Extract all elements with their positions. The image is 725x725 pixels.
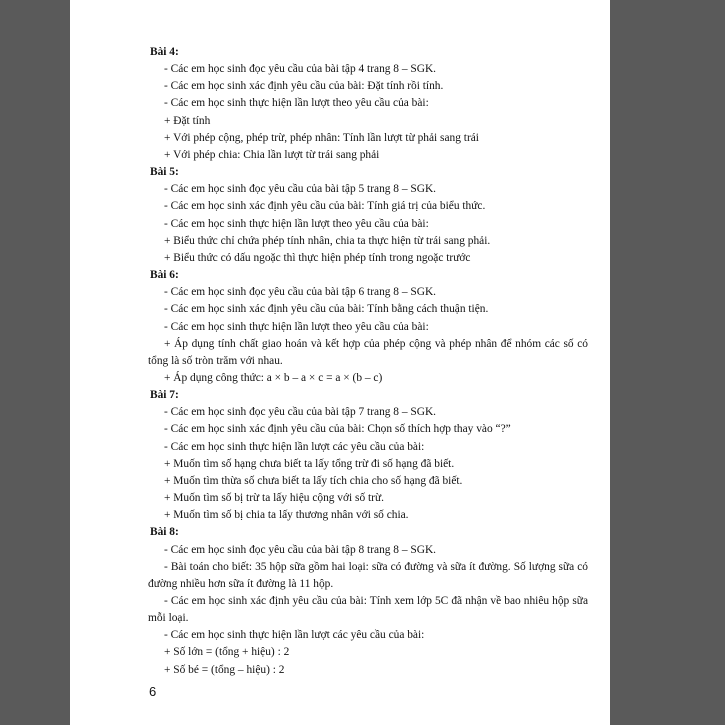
text-paragraph: - Bài toán cho biết: 35 hộp sữa gồm hai loại: sữa có đường và sữa ít đường. Số lượng sữa có đường nhiều hơn sữa ít đường là 11 hộp. <box>148 560 588 590</box>
page-content <box>148 44 588 679</box>
text-line: + Với phép cộng, phép trừ, phép nhân: Tính lần lượt từ phải sang trái <box>164 131 479 144</box>
document-page <box>118 0 605 725</box>
text-line: - Các em học sinh thực hiện lần lượt các yêu cầu của bài: <box>164 440 425 453</box>
text-line: - Các em học sinh đọc yêu cầu của bài tập 4 trang 8 – SGK. <box>164 63 437 76</box>
text-line: - Các em học sinh xác định yêu cầu của bài: Đặt tính rồi tính. <box>164 80 444 93</box>
text-line: - Các em học sinh xác định yêu cầu của bài: Chọn số thích hợp thay vào “?” <box>164 423 511 436</box>
section-heading-bai-8: Bài 8: <box>150 526 179 539</box>
text-line: + Muốn tìm số bị chia ta lấy thương nhân với số chia. <box>164 509 409 522</box>
text-line: + Với phép chia: Chia lần lượt từ trái sang phải <box>164 148 380 161</box>
page-number: 6 <box>149 684 157 699</box>
section-heading-bai-6: Bài 6: <box>150 269 179 282</box>
formula-line: + Số bé = (tổng – hiệu) : 2 <box>164 663 285 676</box>
text-line: + Muốn tìm thừa số chưa biết ta lấy tích chia cho số hạng đã biết. <box>164 474 463 487</box>
section-heading-bai-7: Bài 7: <box>150 389 179 402</box>
right-background-band <box>610 0 725 725</box>
text-line: - Các em học sinh đọc yêu cầu của bài tập 5 trang 8 – SGK. <box>164 183 437 196</box>
text-line: - Các em học sinh đọc yêu cầu của bài tập 8 trang 8 – SGK. <box>164 543 437 556</box>
text-line: - Các em học sinh xác định yêu cầu của bài: Tính giá trị của biểu thức. <box>164 200 486 213</box>
text-line: + Biểu thức chỉ chứa phép tính nhân, chia ta thực hiện từ trái sang phải. <box>164 234 491 247</box>
text-line: + Đặt tính <box>164 114 211 127</box>
text-line: - Các em học sinh xác định yêu cầu của bài: Tính bằng cách thuận tiện. <box>164 303 489 316</box>
section-heading-bai-5: Bài 5: <box>150 166 179 179</box>
section-heading-bai-4: Bài 4: <box>150 46 179 58</box>
text-line: - Các em học sinh đọc yêu cầu của bài tập 6 trang 8 – SGK. <box>164 286 437 299</box>
formula-line: + Số lớn = (tổng + hiệu) : 2 <box>164 646 290 659</box>
left-background-band <box>0 0 70 725</box>
text-line: - Các em học sinh thực hiện lần lượt theo yêu cầu của bài: <box>164 320 429 333</box>
text-line: + Muốn tìm số bị trừ ta lấy hiệu cộng với số trừ. <box>164 492 384 505</box>
formula-line: + Áp dụng công thức: a × b – a × c = a × (b – c) <box>164 371 383 384</box>
text-paragraph: + Áp dụng tính chất giao hoán và kết hợp của phép cộng và phép nhân để nhóm các số có tổng là số tròn trăm với nhau. <box>148 337 588 367</box>
text-line: - Các em học sinh thực hiện lần lượt theo yêu cầu của bài: <box>164 97 429 110</box>
text-paragraph: - Các em học sinh xác định yêu cầu của bài: Tính xem lớp 5C đã nhận về bao nhiêu hộp sữa mỗi loại. <box>148 595 588 625</box>
text-line: + Biểu thức có dấu ngoặc thì thực hiện phép tính trong ngoặc trước <box>164 251 471 264</box>
text-line: - Các em học sinh thực hiện lần lượt các yêu cầu của bài: <box>164 629 425 642</box>
text-line: - Các em học sinh đọc yêu cầu của bài tập 7 trang 8 – SGK. <box>164 406 437 419</box>
text-line: + Muốn tìm số hạng chưa biết ta lấy tổng trừ đi số hạng đã biết. <box>164 457 455 470</box>
text-line: - Các em học sinh thực hiện lần lượt theo yêu cầu của bài: <box>164 217 429 230</box>
